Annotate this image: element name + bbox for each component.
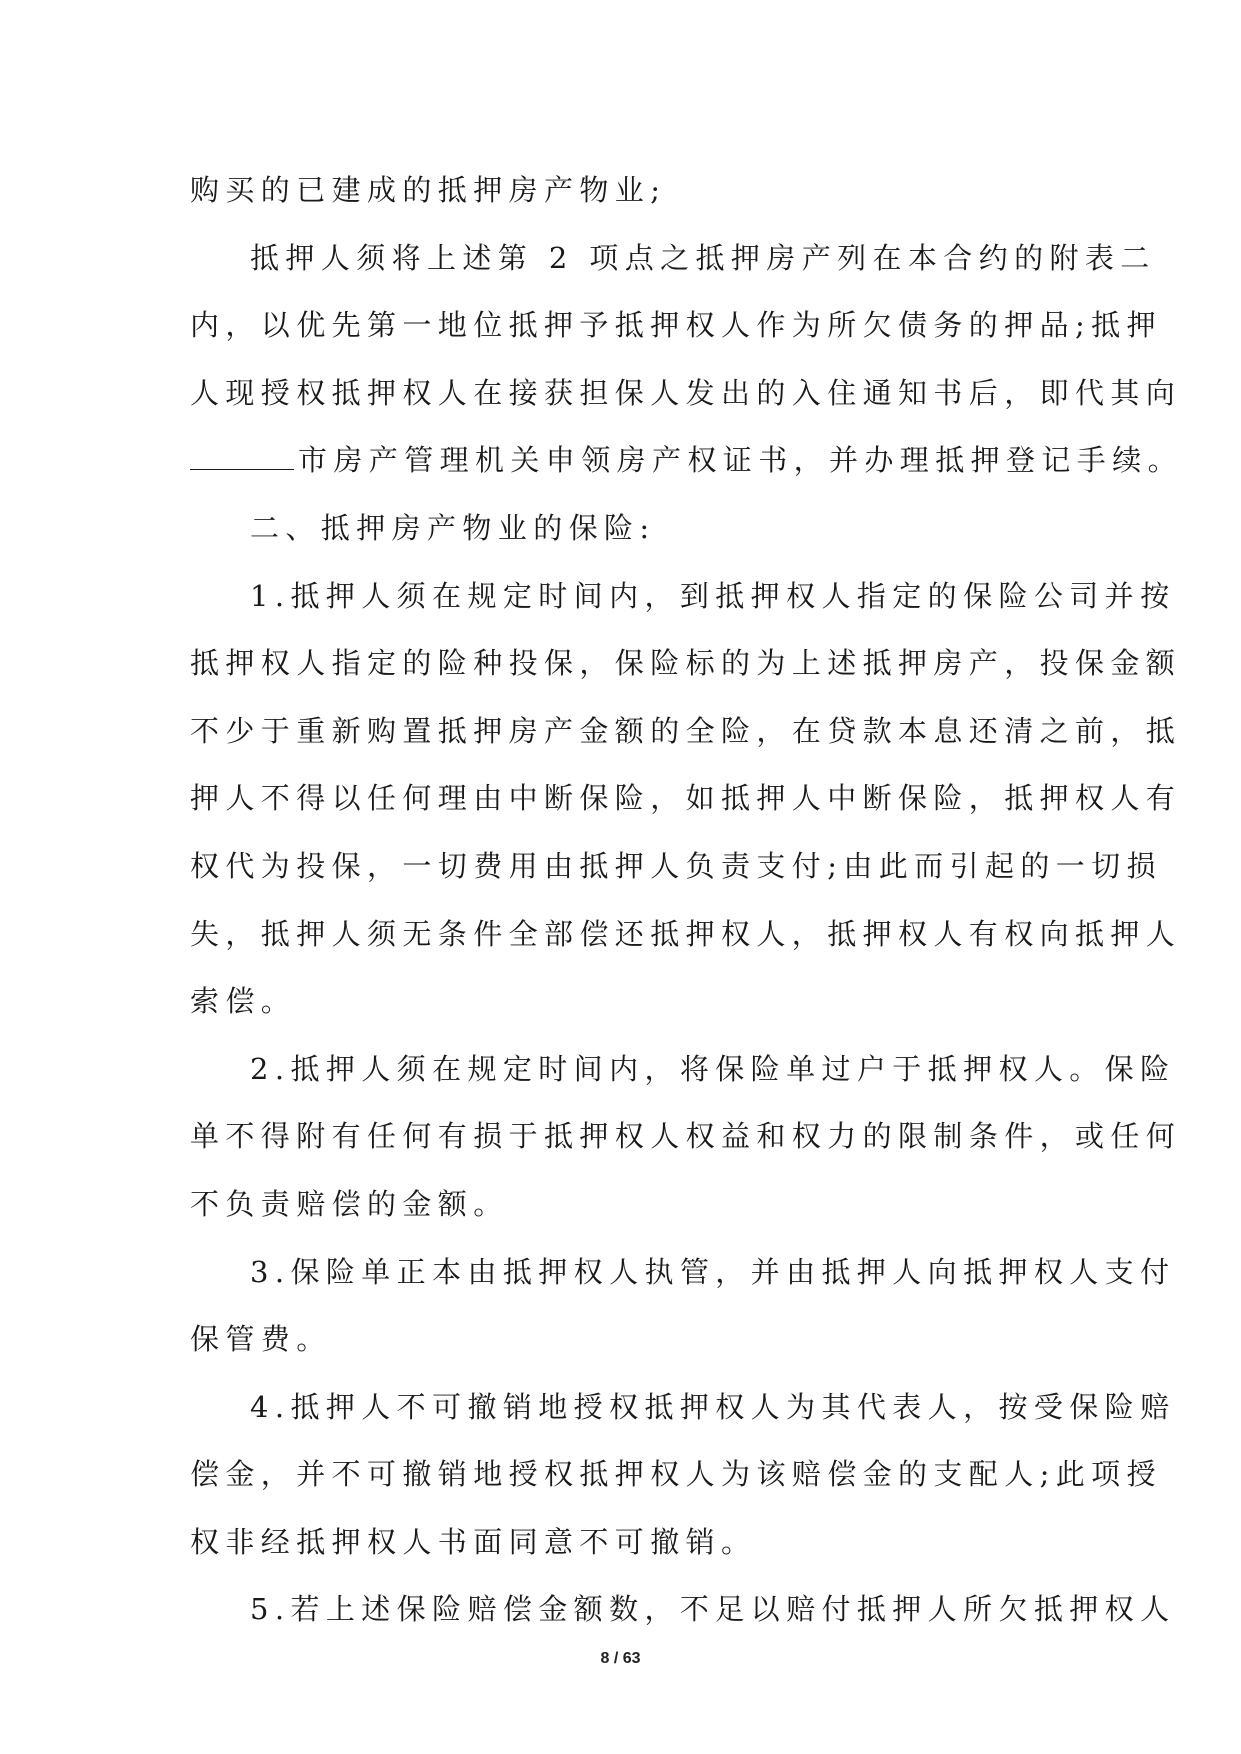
page-number: 8 / 63 bbox=[600, 1650, 641, 1667]
text-line: 市房产管理机关申领房产权证书，并办理抵押登记手续。 bbox=[298, 443, 1184, 478]
text-line: 权非经抵押权人书面同意不可撤销。 bbox=[190, 1524, 757, 1559]
text-line: 抵押权人指定的险种投保，保险标的为上述抵押房产，投保金额 bbox=[190, 646, 1182, 681]
text-line: 索偿。 bbox=[190, 984, 297, 1019]
paragraph-first-line: 2.抵押人须在规定时间内，将保险单过户于抵押权人。保险 bbox=[250, 1051, 1176, 1086]
text-line: 人现授权抵押权人在接获担保人发出的入住通知书后，即代其向 bbox=[190, 375, 1182, 410]
text-line: 不少于重新购置抵押房产金额的全险，在贷款本息还清之前，抵 bbox=[190, 713, 1182, 748]
text-line: 押人不得以任何理由中断保险，如抵押人中断保险，抵押权人有 bbox=[190, 781, 1182, 816]
text-line: 失，抵押人须无条件全部偿还抵押权人，抵押权人有权向抵押人 bbox=[190, 916, 1182, 951]
text-line: 单不得附有任何有损于抵押权人权益和权力的限制条件，或任何 bbox=[190, 1119, 1182, 1154]
paragraph-first-line: 4.抵押人不可撤销地授权抵押权人为其代表人，按受保险赔 bbox=[250, 1389, 1176, 1424]
paragraph-first-line: 1.抵押人须在规定时间内，到抵押权人指定的保险公司并按 bbox=[250, 578, 1176, 613]
text-line: 权代为投保，一切费用由抵押人负责支付;由此而引起的一切损 bbox=[190, 848, 1162, 883]
paragraph-first-line: 抵押人须将上述第 2 项点之抵押房产列在本合约的附表二 bbox=[250, 240, 1156, 275]
text-line: 不负责赔偿的金额。 bbox=[190, 1186, 509, 1221]
document-body bbox=[190, 157, 1184, 1644]
paragraph-first-line: 3.保险单正本由抵押权人执管，并由抵押人向抵押权人支付 bbox=[250, 1254, 1176, 1289]
text-line: 购买的已建成的抵押房产物业; bbox=[190, 173, 667, 207]
text-line: 保管费。 bbox=[190, 1322, 332, 1357]
paragraph-first-line: 5.若上述保险赔偿金额数，不足以赔付抵押人所欠抵押权人 bbox=[250, 1592, 1176, 1627]
text-line: 内，以优先第一地位抵押予抵押权人作为所欠债务的押品;抵押 bbox=[190, 308, 1162, 343]
section-heading: 二、抵押房产物业的保险: bbox=[250, 510, 656, 545]
text-line: 偿金，并不可撤销地授权抵押权人为该赔偿金的支配人;此项授 bbox=[190, 1457, 1162, 1492]
text-line-with-blank bbox=[190, 427, 1184, 495]
fill-in-blank bbox=[190, 447, 294, 470]
